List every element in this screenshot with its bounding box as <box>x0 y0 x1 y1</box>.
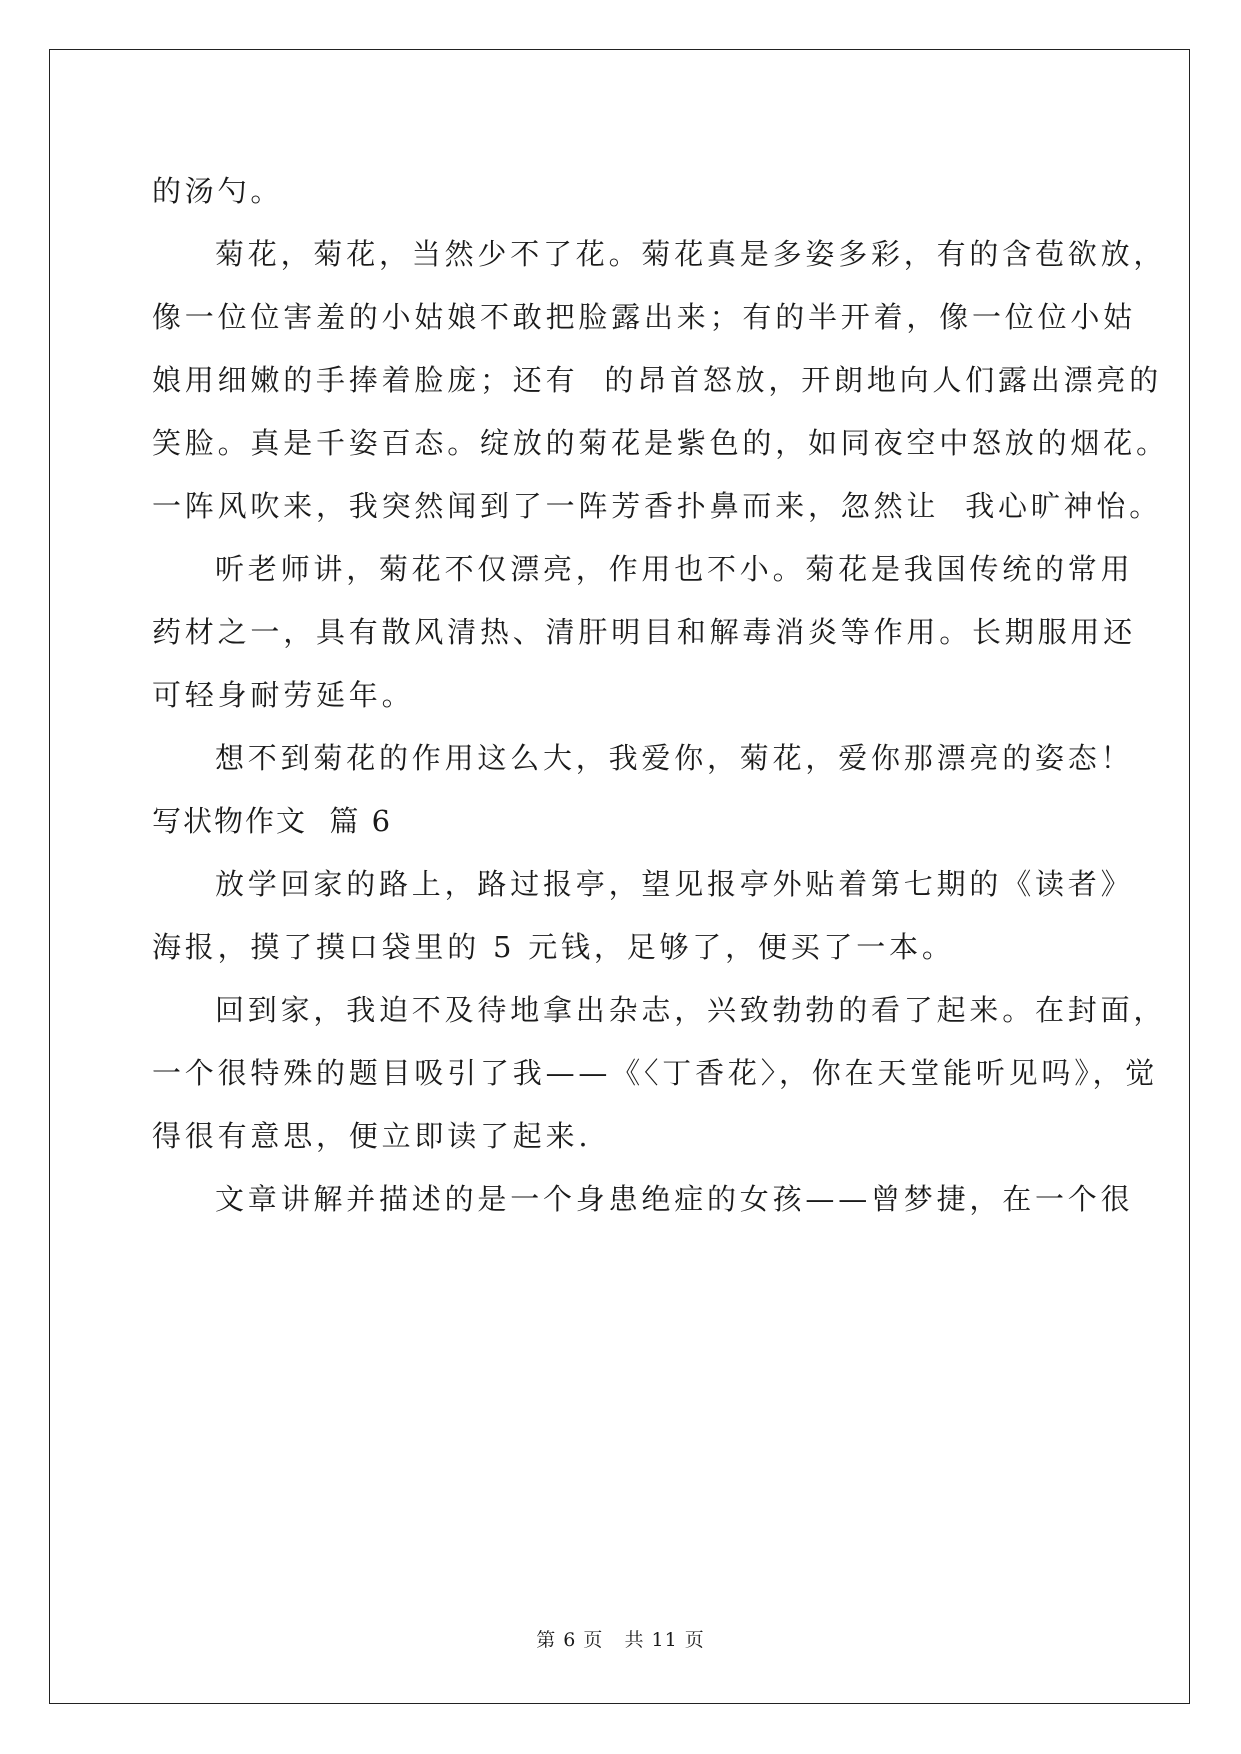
text-line: 像一位位害羞的小姑娘不敢把脸露出来；有的半开着，像一位位小姑 <box>152 300 1137 334</box>
text-line: 可轻身耐劳延年。 <box>152 678 415 712</box>
text-line: 海报，摸了摸口袋里的 5 元钱，足够了，便买了一本。 <box>152 930 955 964</box>
text-line: 的汤勺。 <box>152 174 284 208</box>
text-line: 文章讲解并描述的是一个身患绝症的女孩——曾梦捷，在一个很 <box>215 1182 1134 1216</box>
text-line: 菊花，菊花，当然少不了花。菊花真是多姿多彩，有的含苞欲放， <box>215 237 1167 271</box>
text-line: 一阵风吹来，我突然闻到了一阵芳香扑鼻而来，忽然让 我心旷神怡。 <box>152 489 1163 523</box>
section-heading: 写状物作文 篇 6 <box>152 804 393 838</box>
document-body <box>152 160 1169 1231</box>
text-line: 一个很特殊的题目吸引了我——《〈丁香花〉，你在天堂能听见吗》，觉 <box>152 1056 1159 1090</box>
text-line: 得很有意思，便立即读了起来. <box>152 1119 592 1153</box>
text-line: 想不到菊花的作用这么大，我爱你，菊花，爱你那漂亮的姿态！ <box>215 741 1134 775</box>
page-number-footer: 第 6 页 共 11 页 <box>536 1629 705 1651</box>
text-line: 药材之一，具有散风清热、清肝明目和解毒消炎等作用。长期服用还 <box>152 615 1137 649</box>
text-line: 笑脸。真是千姿百态。绽放的菊花是紫色的，如同夜空中怒放的烟花。 <box>152 426 1169 460</box>
text-line: 娘用细嫩的手捧着脸庞；还有 的昂首怒放，开朗地向人们露出漂亮的 <box>152 363 1163 397</box>
text-line: 回到家，我迫不及待地拿出杂志，兴致勃勃的看了起来。在封面， <box>215 993 1167 1027</box>
text-line: 听老师讲，菊花不仅漂亮，作用也不小。菊花是我国传统的常用 <box>215 552 1134 586</box>
text-line: 放学回家的路上，路过报亭，望见报亭外贴着第七期的《读者》 <box>215 867 1134 901</box>
